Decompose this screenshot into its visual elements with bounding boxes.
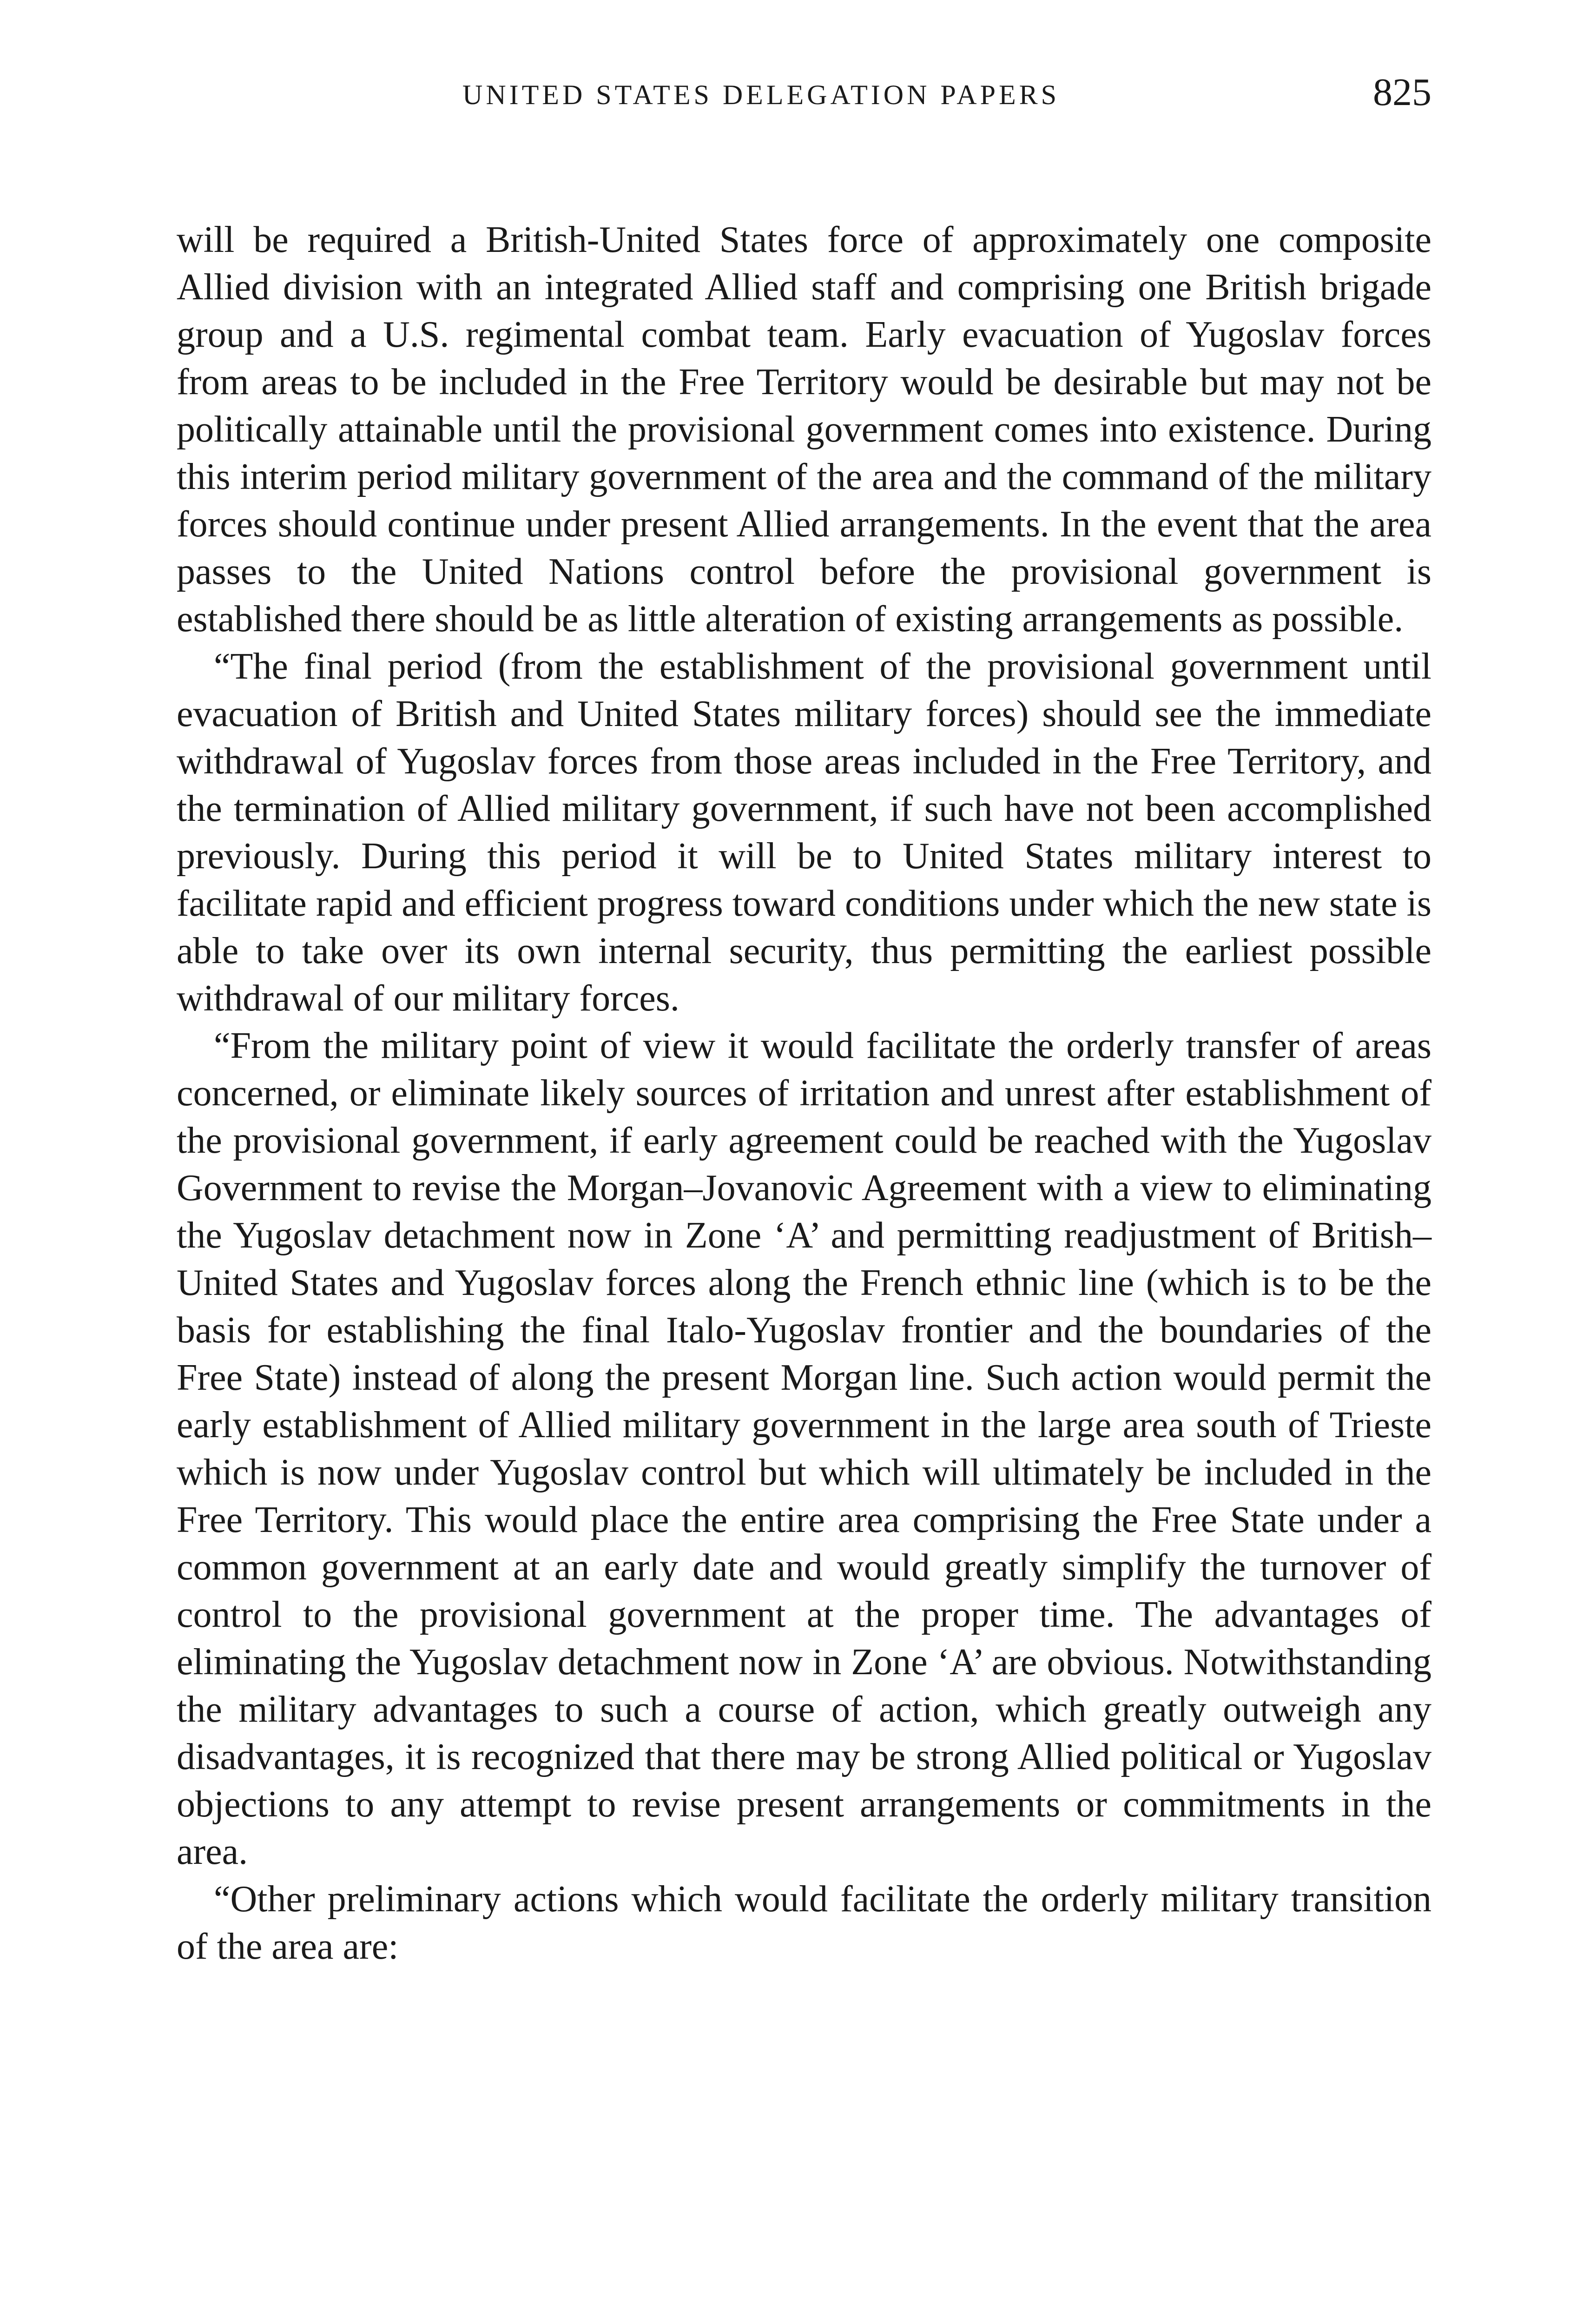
page-number: 825 xyxy=(1373,71,1431,114)
document-page xyxy=(177,70,1431,1970)
paragraph-preliminary-actions: “Other preliminary actions which would facilitate the orderly military transition of the area are: xyxy=(177,1879,1431,1967)
paragraph-continuation: will be required a British-United States force of approximately one composite Allied division with an integrated Allied staff and comprising one British brigade group and a U.S. regimental combat team. Early evacuation of Yugoslav forces from areas to be included in the Free Territory would be desirable but may not be politically attainable until the provisional government comes into existence. During this interim period military government of the area and the command of the military forces should continue under present Allied arrangements. In the event that the area passes to the United Nations control before the provisional government is established there should be as little alteration of existing arrangements as possible. xyxy=(177,219,1431,640)
paragraph-final-period: “The final period (from the establishment of the provisional government until evacuation of British and United States military forces) should see the immediate withdrawal of Yugoslav forces from those areas included in the Free Territory, and the termination of Allied military government, if such have not been accomplished previously. During this period it will be to United States military interest to facilitate rapid and efficient progress toward conditions under which the new state is able to take over its own internal security, thus permitting the earliest possible withdrawal of our military forces. xyxy=(177,646,1431,1019)
body-text xyxy=(177,216,1431,1970)
running-head xyxy=(177,70,1431,139)
paragraph-military-point-of-view: “From the military point of view it would facilitate the orderly transfer of areas concerned, or eliminate likely sources of irritation and unrest after establishment of the provisional government, if early agreement could be reached with the Yugoslav Government to revise the Morgan–Jovanovic Agreement with a view to eliminating the Yugoslav detachment now in Zone ‘A’ and permitting readjustment of British–United States and Yugoslav forces along the French ethnic line (which is to be the basis for establishing the final Italo-Yugoslav frontier and the boundaries of the Free State) instead of along the present Morgan line. Such action would permit the early establishment of Allied military government in the large area south of Trieste which is now under Yugoslav control but which will ultimately be included in the Free Territory. This would place the entire area comprising the Free State under a common government at an early date and would greatly simplify the turnover of control to the provisional government at the proper time. The advantages of eliminating the Yugoslav detachment now in Zone ‘A’ are obvious. Notwithstanding the military advantages to such a course of action, which greatly outweigh any disadvantages, it is recognized that there may be strong Allied political or Yugoslav objections to any attempt to revise present arrangements or commitments in the area. xyxy=(177,1025,1431,1872)
running-title: UNITED STATES DELEGATION PAPERS xyxy=(462,79,1060,110)
